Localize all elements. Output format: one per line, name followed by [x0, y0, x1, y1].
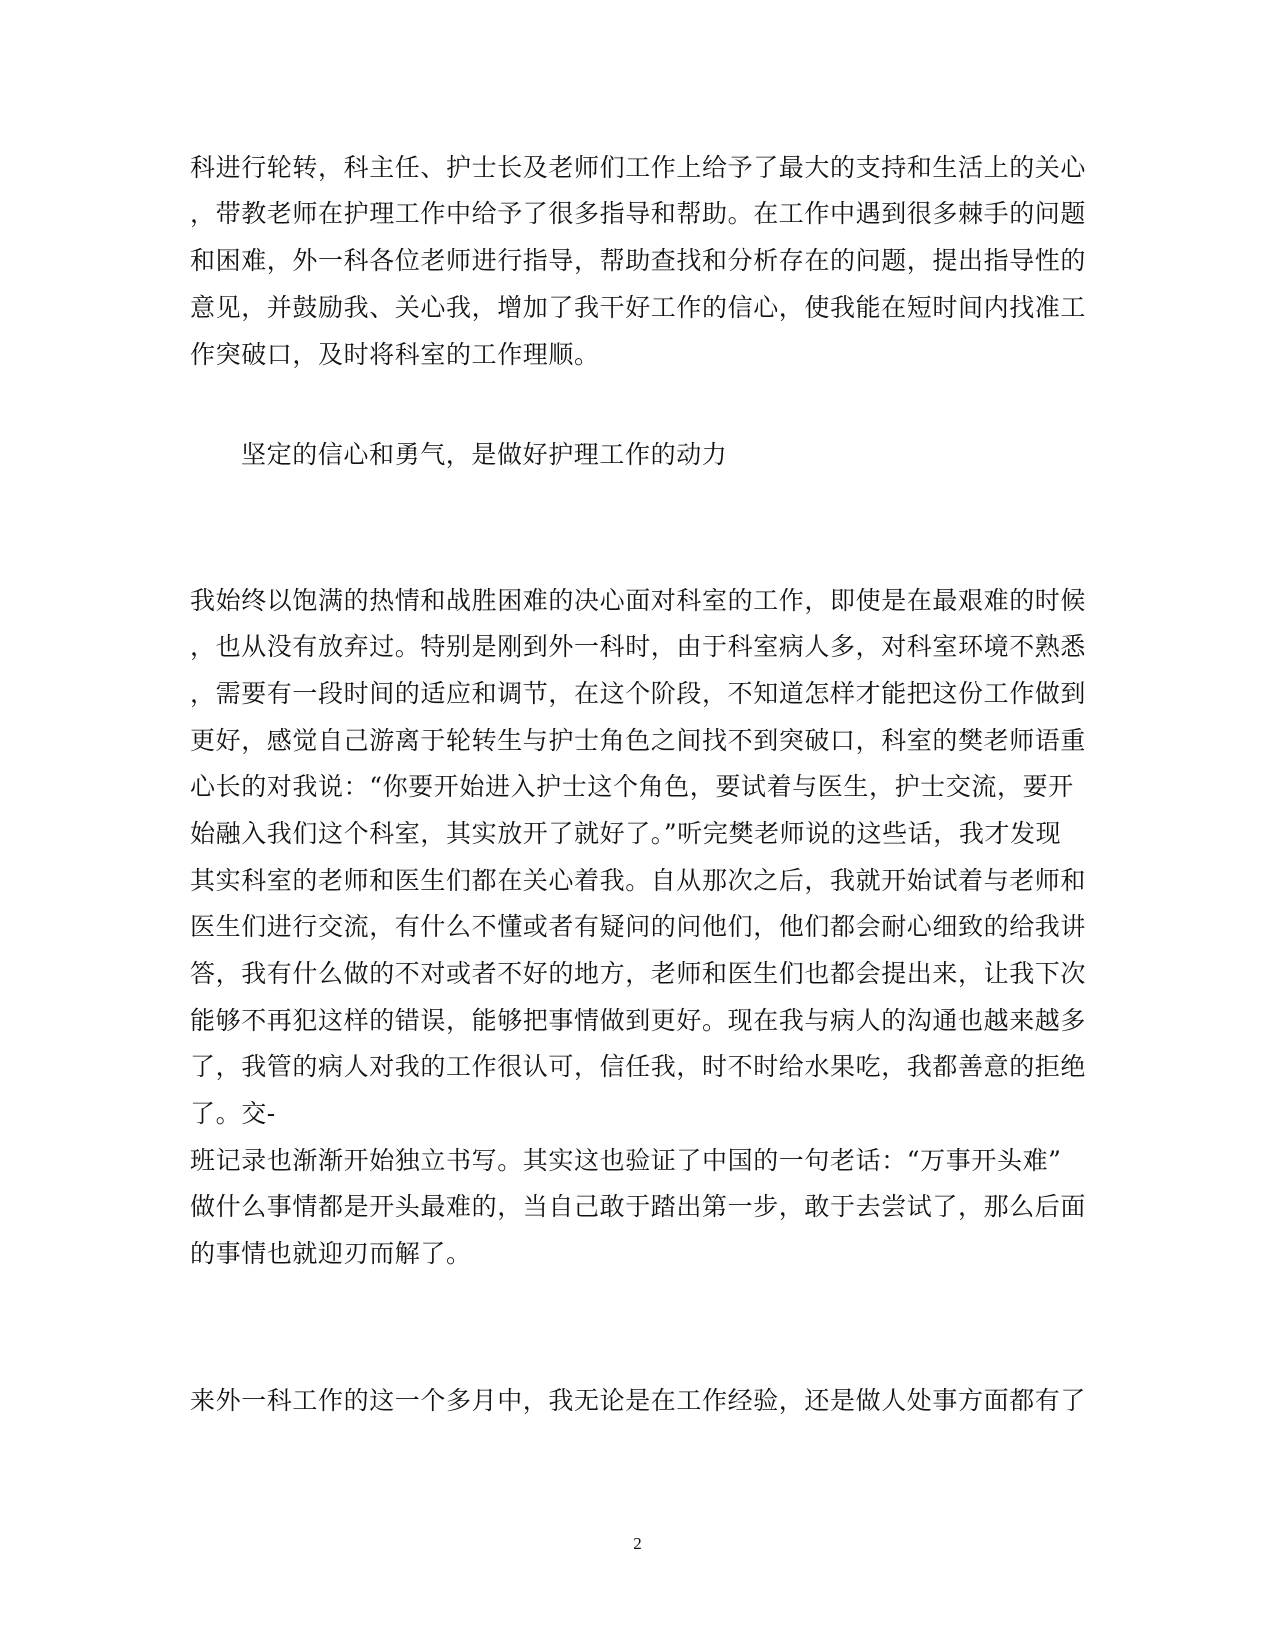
section-heading: 坚定的信心和勇气，是做好护理工作的动力: [241, 440, 728, 469]
paragraph-1-line-1: 科进行轮转，科主任、护士长及老师们工作上给予了最大的支持和生活上的关心: [190, 153, 1087, 182]
paragraph-2-line-10: 能够不再犯这样的错误，能够把事情做到更好。现在我与病人的沟通也越来越多: [190, 1006, 1087, 1035]
paragraph-2-line-1: 我始终以饱满的热情和战胜困难的决心面对科室的工作，即使是在最艰难的时候: [190, 586, 1087, 615]
paragraph-2-line-2: ，也从没有放弃过。特别是刚到外一科时，由于科室病人多，对科室环境不熟悉: [190, 632, 1087, 661]
paragraph-2-line-13: 班记录也渐渐开始独立书写。其实这也验证了中国的一句老话：“万事开头难”: [190, 1146, 1062, 1175]
paragraph-2-line-7: 其实科室的老师和医生们都在关心着我。自从那次之后，我就开始试着与老师和: [190, 866, 1087, 895]
paragraph-2-line-4: 更好，感觉自己游离于轮转生与护士角色之间找不到突破口，科室的樊老师语重: [190, 726, 1087, 755]
paragraph-1-line-5: 作突破口，及时将科室的工作理顺。: [190, 340, 600, 369]
paragraph-1-line-3: 和困难，外一科各位老师进行指导，帮助查找和分析存在的问题，提出指导性的: [190, 246, 1087, 275]
paragraph-2-line-14: 做什么事情都是开头最难的，当自己敢于踏出第一步，敢于去尝试了，那么后面: [190, 1192, 1087, 1221]
paragraph-2-line-5: 心长的对我说：“你要开始进入护士这个角色，要试着与医生，护士交流，要开: [190, 772, 1074, 801]
paragraph-1-line-4: 意见，并鼓励我、关心我，增加了我干好工作的信心，使我能在短时间内找准工: [190, 293, 1087, 322]
paragraph-2-line-9: 答，我有什么做的不对或者不好的地方，老师和医生们也都会提出来，让我下次: [190, 959, 1087, 988]
paragraph-1-line-2: ，带教老师在护理工作中给予了很多指导和帮助。在工作中遇到很多棘手的问题: [190, 199, 1087, 228]
paragraph-2-line-11: 了，我管的病人对我的工作很认可，信任我，时不时给水果吃，我都善意的拒绝: [190, 1052, 1087, 1081]
paragraph-2-line-12: 了。交-: [190, 1099, 276, 1128]
paragraph-2-line-6: 始融入我们这个科室，其实放开了就好了。”听完樊老师说的这些话，我才发现: [190, 819, 1062, 848]
paragraph-2-line-15: 的事情也就迎刃而解了。: [190, 1239, 472, 1268]
page-number: 2: [633, 1534, 642, 1553]
paragraph-2-line-3: ，需要有一段时间的适应和调节，在这个阶段，不知道怎样才能把这份工作做到: [190, 679, 1087, 708]
paragraph-2-line-8: 医生们进行交流，有什么不懂或者有疑问的问他们，他们都会耐心细致的给我讲: [190, 912, 1087, 941]
paragraph-3-line-1: 来外一科工作的这一个多月中，我无论是在工作经验，还是做人处事方面都有了: [190, 1386, 1087, 1415]
